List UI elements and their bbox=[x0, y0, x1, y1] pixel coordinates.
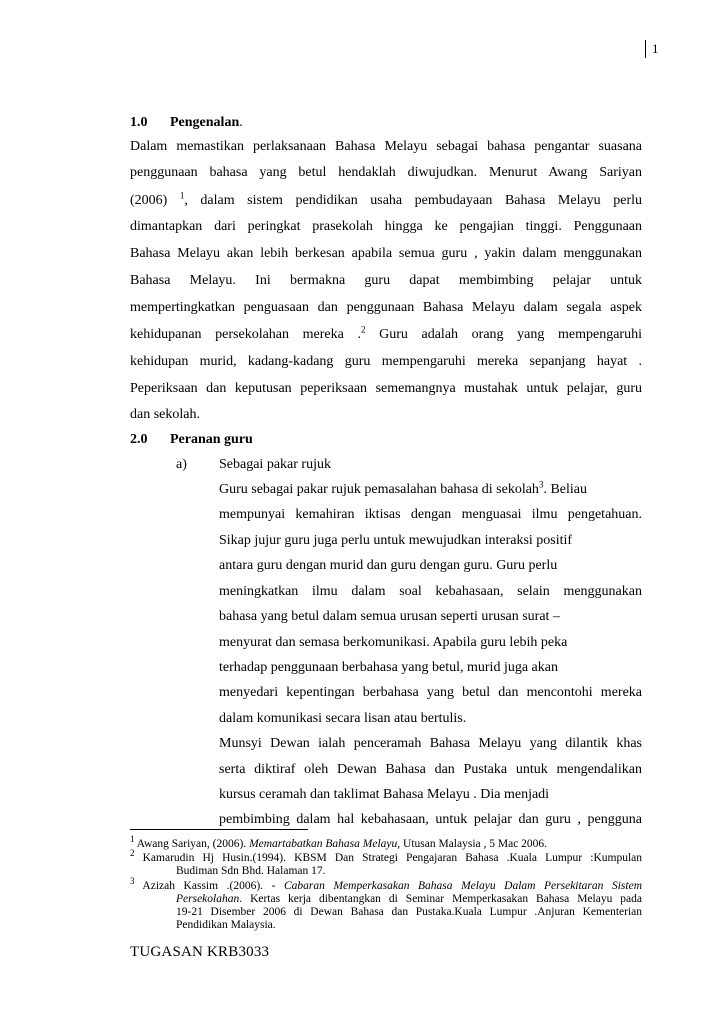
text-segment: Awang Sariyan, (2006). bbox=[134, 838, 250, 850]
subsection-a-heading bbox=[176, 456, 642, 474]
paragraph-line: penggunaan bahasa yang betul hendaklah diwujudkan. Menurut Awang Sariyan bbox=[130, 165, 642, 180]
text-segment: Guru adalah orang yang mempengaruhi bbox=[365, 327, 642, 342]
paragraph-line: Peperiksaan dan keputusan peperiksaan sememangnya mustahak untuk pelajar, guru bbox=[130, 381, 642, 396]
text-segment: Azizah Kassim .(2006). - bbox=[134, 880, 284, 892]
text-segment: 19-21 Disember 2006 di Dewan Bahasa dan Pustaka.Kuala Lumpur .Anjuran Kementerian bbox=[176, 906, 642, 918]
paragraph-line: menyedari kepentingan berbahasa yang betul dan mencontohi mereka bbox=[219, 685, 642, 700]
footnote-1 bbox=[130, 834, 642, 851]
footnote-line bbox=[130, 848, 642, 865]
section-1-title-dot: . bbox=[239, 115, 243, 130]
paragraph-line: dimantapkan dari peringkat prasekolah hingga ke pengajian tinggi. Penggunaan bbox=[130, 219, 642, 234]
footnote-mark: 3 bbox=[130, 876, 135, 887]
footnote-3 bbox=[130, 876, 642, 932]
text-segment: . Kertas kerja dibentangkan di Seminar Memperkasakan Bahasa Melayu pada bbox=[239, 893, 642, 905]
paragraph-line: dan sekolah. bbox=[130, 407, 200, 422]
paragraph-line bbox=[219, 481, 642, 499]
subsection-marker: a) bbox=[176, 457, 187, 472]
footnote-ref: 3 bbox=[538, 479, 544, 490]
text-segment: Guru sebagai pakar rujuk pemasalahan bahasa di sekolah bbox=[219, 482, 539, 497]
paragraph-line: kursus ceramah dan taklimat Bahasa Melayu . Dia menjadi bbox=[219, 787, 550, 802]
footnote-divider bbox=[130, 829, 308, 830]
paragraph-line: serta diktiraf oleh Dewan Bahasa dan Pustaka untuk mengendalikan bbox=[219, 762, 642, 777]
section-1-title: Pengenalan bbox=[170, 115, 240, 130]
footnote-mark: 2 bbox=[130, 848, 135, 859]
footnote-title: Cabaran Memperkasakan Bahasa Melayu Dalam Persekitaran Sistem bbox=[284, 880, 642, 892]
paragraph-line: terhadap penggunaan berbahasa yang betul, murid juga akan bbox=[219, 660, 558, 675]
footnote-line: Pendidikan Malaysia. bbox=[176, 919, 276, 931]
section-1-heading bbox=[130, 114, 642, 132]
text-segment: , dalam sistem pendidikan usaha pembudayaan Bahasa Melayu perlu bbox=[184, 193, 642, 208]
paragraph-line bbox=[130, 326, 642, 344]
page-number: 1 bbox=[645, 40, 659, 58]
paragraph-line: kehidupan murid, kadang-kadang guru mempengaruhi mereka sepanjang hayat . bbox=[130, 354, 642, 369]
footnote-2 bbox=[130, 848, 642, 878]
footer-course-code: TUGASAN KRB3033 bbox=[130, 944, 270, 960]
paragraph-line: mempunyai kemahiran iktisas dengan menguasai ilmu pengetahuan. bbox=[219, 507, 642, 522]
paragraph-line: Sikap jujur guru juga perlu untuk mewujudkan interaksi positif bbox=[219, 533, 573, 548]
section-2-title: Peranan guru bbox=[170, 432, 253, 447]
footnote-mark: 1 bbox=[130, 834, 135, 845]
paragraph-line: Munsyi Dewan ialah penceramah Bahasa Melayu yang dilantik khas bbox=[219, 736, 642, 751]
text-segment: Utusan Malaysia , 5 Mac 2006. bbox=[400, 838, 548, 850]
paragraph-line bbox=[130, 192, 642, 210]
section-2-number: 2.0 bbox=[130, 432, 148, 447]
subsection-title: Sebagai pakar rujuk bbox=[219, 457, 331, 472]
paragraph-line: bahasa yang betul dalam semua urusan seperti urusan surat – bbox=[219, 609, 560, 624]
footnote-title: Persekolahan bbox=[176, 893, 240, 905]
text-segment: (2006) bbox=[130, 193, 180, 208]
footnote-ref: 2 bbox=[360, 324, 366, 335]
paragraph-line: Dalam memastikan perlaksanaan Bahasa Melayu sebagai bahasa pengantar suasana bbox=[130, 139, 642, 154]
footnote-line bbox=[130, 876, 642, 893]
footnote-ref: 1 bbox=[179, 190, 185, 201]
paragraph-line: meningkatkan ilmu dalam soal kebahasaan, selain menggunakan bbox=[219, 584, 642, 599]
paragraph-line: menyurat dan semasa berkomunikasi. Apabila guru lebih peka bbox=[219, 635, 568, 650]
text-segment: kehidupanan persekolahan mereka . bbox=[130, 327, 361, 342]
text-segment: . Beliau bbox=[543, 482, 587, 497]
section-1-number: 1.0 bbox=[130, 115, 148, 130]
footnote-line: Budiman Sdn Bhd. Halaman 17. bbox=[176, 865, 326, 877]
paragraph-line: pembimbing dalam hal kebahasaan, untuk pelajar dan guru , pengguna bbox=[219, 812, 642, 827]
footnote-line bbox=[130, 893, 642, 906]
paragraph-line: mempertingkatkan penguasaan dan penggunaan Bahasa Melayu dalam segala aspek bbox=[130, 300, 642, 315]
paragraph-line: antara guru dengan murid dan guru dengan guru. Guru perlu bbox=[219, 558, 558, 573]
paragraph-line: Bahasa Melayu akan lebih berkesan apabila semua guru , yakin dalam menggunakan bbox=[130, 246, 642, 261]
footnote-title: Memartabatkan Bahasa Melayu, bbox=[249, 838, 401, 850]
section-2-heading bbox=[130, 431, 642, 449]
paragraph-line: dalam komunikasi secara lisan atau bertulis. bbox=[219, 711, 467, 726]
footnote-line bbox=[130, 906, 642, 919]
text-segment: Kamarudin Hj Husin.(1994). KBSM Dan Strategi Pengajaran Bahasa .Kuala Lumpur :Kumpulan bbox=[134, 852, 642, 864]
paragraph-line: Bahasa Melayu. Ini bermakna guru dapat membimbing pelajar untuk bbox=[130, 273, 642, 288]
